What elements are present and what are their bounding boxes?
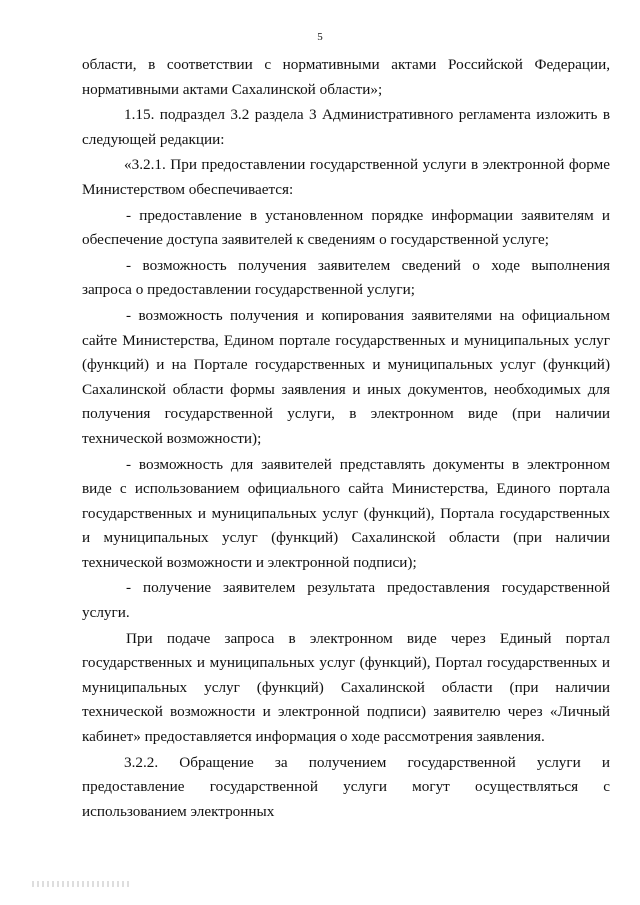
paragraph-3-2-1: «3.2.1. При предоставлении государственной услуги в электронной форме Министерством обеспечивается: bbox=[82, 156, 610, 198]
paragraph-3-2-2: 3.2.2. Обращение за получением государственной услуги и предоставление государственной услуги могут осуществляться с использованием электронных bbox=[82, 753, 610, 820]
paragraph-electronic-request: При подаче запроса в электронном виде через Единый портал государственных и муниципальных услуг (функций), Портал государственных и муниципальных услуг (функций) Сахалинской области (при наличии технической возможности и электронной подписи) заявителю через «Личный кабинет» предоставляется информация о ходе рассмотрения заявления. bbox=[82, 629, 610, 746]
document-body bbox=[82, 53, 610, 825]
paragraph-continuation: области, в соответствии с нормативными актами Российской Федерации, нормативными актами Сахалинской области»; bbox=[82, 56, 610, 98]
list-item: - возможность получения и копирования заявителями на официальном сайте Министерства, Едином портале государственных и муниципальных услуг (функций) и на Портале государственных и муниципальных услуг (функций) Сахалинской области формы заявления и иных документов, необходимых для получения государственной услуги, в электронном виде (при наличии технической возможности); bbox=[82, 306, 610, 447]
scan-artifact bbox=[32, 881, 132, 887]
list-item: - получение заявителем результата предоставления государственной услуги. bbox=[82, 579, 610, 622]
list-item: - возможность для заявителей представлять документы в электронном виде с использованием официального сайта Министерства, Единого портала государственных и муниципальных услуг (функций), Портала государственных и муниципальных услуг (функций) Сахалинской области (при наличии технической возможности и электронной подписи); bbox=[82, 455, 610, 571]
paragraph-item-1-15: 1.15. подраздел 3.2 раздела 3 Административного регламента изложить в следующей редакции: bbox=[82, 106, 610, 148]
page-number: 5 bbox=[317, 31, 323, 43]
list-item: - предоставление в установленном порядке информации заявителям и обеспечение доступа заявителей к сведениям о государственной услуге; bbox=[82, 206, 610, 249]
list-item: - возможность получения заявителем сведений о ходе выполнения запроса о предоставлении государственной услуги; bbox=[82, 256, 610, 299]
